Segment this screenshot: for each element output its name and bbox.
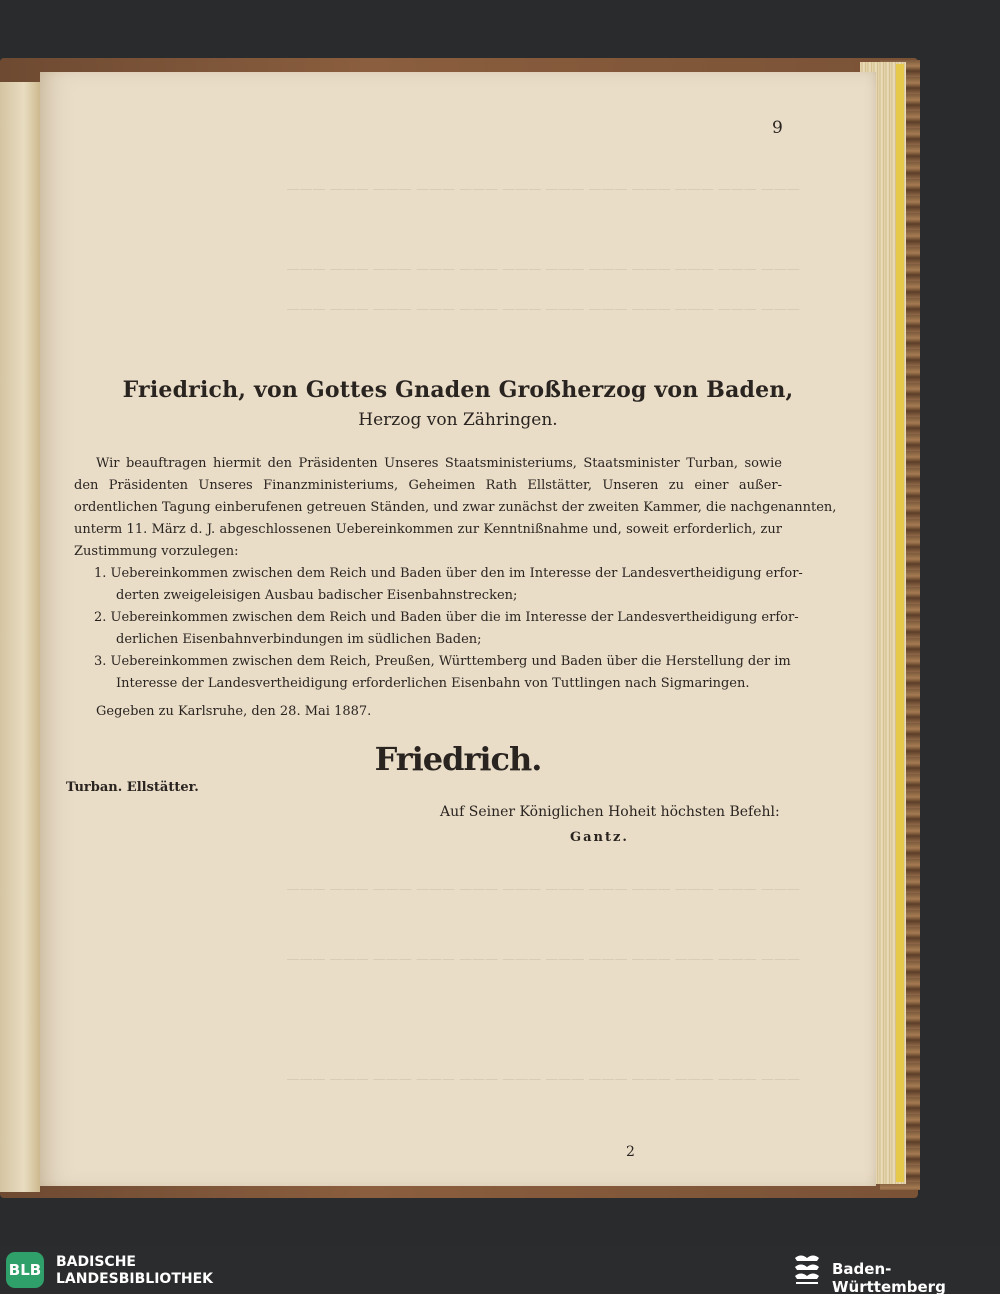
given-line: Gegeben zu Karlsruhe, den 28. Mai 1887. — [96, 704, 372, 719]
intro-line: unterm 11. März d. J. abgeschlossenen Uebereinkommen zur Kenntnißnahme und, soweit erforderlich, zur — [74, 522, 782, 537]
cosignatories: Turban. Ellstätter. — [66, 780, 199, 795]
left-page-edge — [0, 82, 40, 1192]
footer-bar — [0, 1246, 1000, 1294]
bleed-through-text: ——— ——— ——— ——— ——— ——— ——— ——— ——— ——— ——— ——— — [286, 182, 800, 197]
document-page — [40, 72, 876, 1186]
footer-number: 2 — [626, 1144, 635, 1160]
intro-line: Wir beauftragen hiermit den Präsidenten Unseres Staatsministeriums, Staatsminister Turban, sowie — [96, 456, 782, 471]
library-name-line2: LANDESBIBLIOTHEK — [56, 1271, 214, 1287]
lions-coat-of-arms-icon — [792, 1252, 822, 1288]
bleed-through-text: ——— ——— ——— ——— ——— ——— ——— ——— ——— ——— ——— ——— — [286, 1072, 800, 1087]
intro-line: den Präsidenten Unseres Finanzministeriums, Geheimen Rath Ellstätter, Unseren zu einer außer- — [74, 478, 782, 493]
state-name[interactable]: Baden-Württemberg — [832, 1260, 946, 1294]
gilt-edge — [896, 64, 904, 1182]
bleed-through-text: ——— ——— ——— ——— ——— ——— ——— ——— ——— ——— ——— ——— — [286, 882, 800, 897]
agreement-item: 3. Uebereinkommen zwischen dem Reich, Preußen, Württemberg und Baden über die Herstellung der im — [94, 654, 791, 669]
bleed-through-text: ——— ——— ——— ——— ——— ——— ——— ——— ——— ——— ——— ——— — [286, 262, 800, 277]
decree-subtitle: Herzog von Zähringen. — [358, 410, 558, 430]
intro-line: Zustimmung vorzulegen: — [74, 544, 239, 559]
intro-line: ordentlichen Tagung einberufenen getreuen Ständen, und zwar zunächst der zweiten Kammer, die nachgenannten, — [74, 500, 837, 515]
bleed-through-text: ——— ——— ——— ——— ——— ——— ——— ——— ——— ——— ——— ——— — [286, 302, 800, 317]
bleed-through-text: ——— ——— ——— ——— ——— ——— ——— ——— ——— ——— ——— ——— — [286, 952, 800, 967]
agreement-item: 2. Uebereinkommen zwischen dem Reich und Baden über die im Interesse der Landesvertheidigung erfor- — [94, 610, 799, 625]
decree-title: Friedrich, von Gottes Gnaden Großherzog von Baden, — [122, 377, 794, 403]
blb-badge-label: BLB — [8, 1261, 42, 1279]
library-name[interactable] — [56, 1254, 213, 1288]
blb-logo-icon[interactable] — [6, 1252, 44, 1288]
page-number: 9 — [772, 118, 783, 138]
agreement-item: 1. Uebereinkommen zwischen dem Reich und Baden über den im Interesse der Landesvertheidigung erfor- — [94, 566, 803, 581]
agreement-item-continued: derten zweigeleisigen Ausbau badischer Eisenbahnstrecken; — [116, 588, 518, 603]
order-line: Auf Seiner Königlichen Hoheit höchsten Befehl: — [440, 804, 780, 820]
agreement-item-continued: Interesse der Landesvertheidigung erforderlichen Eisenbahn von Tuttlingen nach Sigmaringen. — [116, 676, 750, 691]
order-signature: Gantz. — [570, 830, 629, 845]
agreement-item-continued: derlichen Eisenbahnverbindungen im südlichen Baden; — [116, 632, 482, 647]
library-name-line1: BADISCHE — [56, 1254, 136, 1270]
sovereign-signature: Friedrich. — [374, 740, 542, 778]
